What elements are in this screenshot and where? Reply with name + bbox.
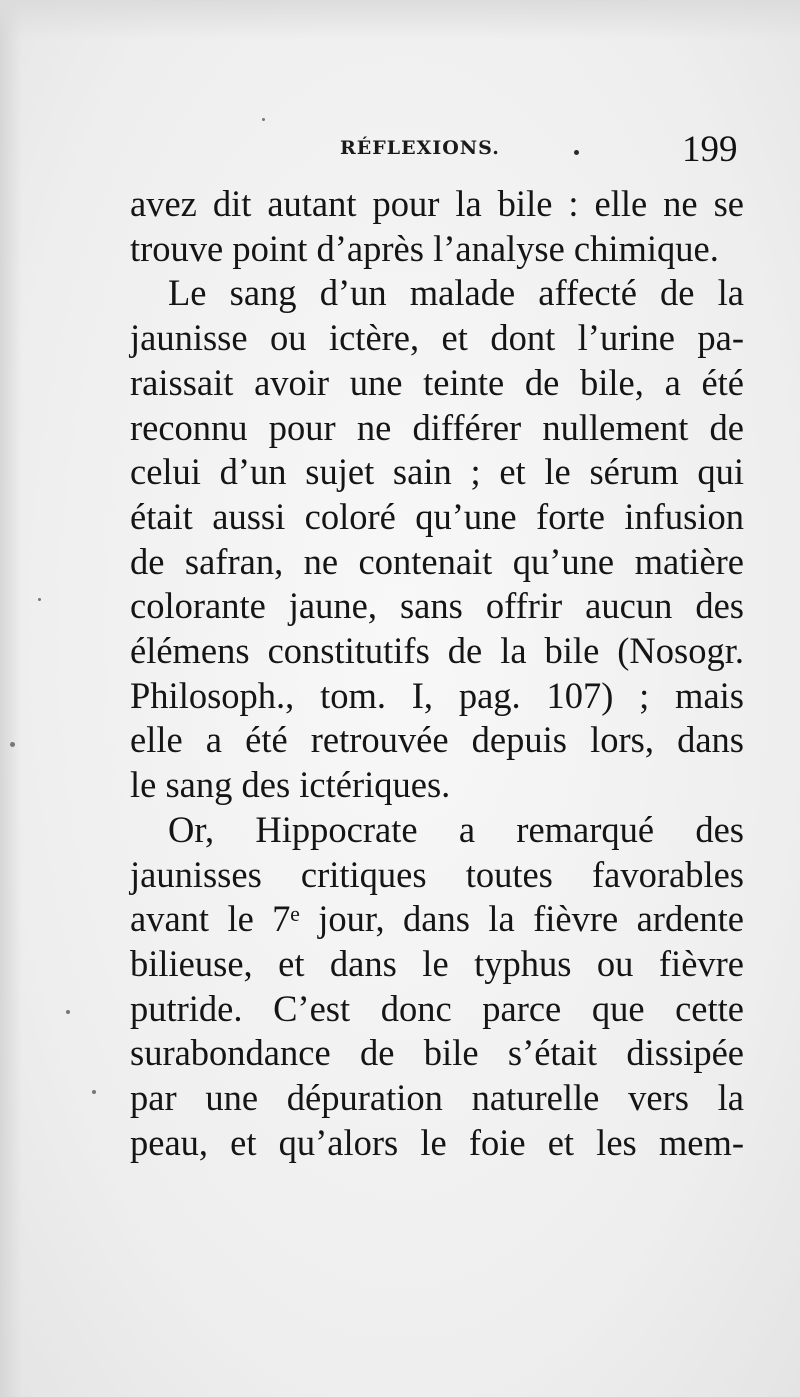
paper-speck bbox=[262, 118, 265, 121]
page-number: 199 bbox=[682, 129, 738, 170]
text-line: colorante jaune, sans offrir aucun des bbox=[130, 585, 744, 627]
page-edge-shadow bbox=[0, 0, 22, 1397]
text-line: avez dit autant pour la bile : elle ne se bbox=[130, 183, 744, 224]
paper-speck bbox=[10, 742, 15, 747]
page-top-shadow bbox=[0, 0, 800, 40]
text-line: surabondance de bile s’était dissipée bbox=[130, 1032, 744, 1074]
text-line: reconnu pour ne différer nullement de bbox=[130, 406, 744, 448]
text-line: putride. C’est donc parce que cette bbox=[130, 987, 744, 1029]
text-line: peau, et qu’alors le foie et les mem- bbox=[130, 1121, 744, 1163]
text-line: elle a été retrouvée depuis lors, dans bbox=[130, 719, 744, 761]
text-line: avant le 7ᵉ jour, dans la fièvre ardente bbox=[130, 898, 744, 940]
text-line: bilieuse, et dans le typhus ou fièvre bbox=[130, 942, 744, 984]
text-line: était aussi coloré qu’une forte infusion bbox=[130, 495, 744, 537]
header-dot bbox=[574, 150, 579, 155]
text-line: jaunisses critiques toutes favorables bbox=[130, 853, 744, 895]
text-line: celui d’un sujet sain ; et le sérum qui bbox=[130, 451, 744, 493]
text-line: raissait avoir une teinte de bile, a été bbox=[130, 361, 744, 403]
paper-speck bbox=[66, 1010, 70, 1014]
text-line: de safran, ne contenait qu’une matière bbox=[130, 540, 744, 582]
body-text bbox=[130, 182, 744, 1165]
running-head: RÉFLEXIONS. bbox=[340, 137, 500, 159]
text-line: Philosoph., tom. I, pag. 107) ; mais bbox=[130, 674, 744, 716]
paper-speck bbox=[92, 1090, 96, 1094]
text-line: élémens constitutifs de la bile (Nosogr. bbox=[130, 630, 744, 672]
text-line: le sang des ictériques. bbox=[130, 764, 451, 806]
paragraph-first-line: Or, Hippocrate a remarqué des bbox=[168, 808, 744, 850]
paper-speck bbox=[38, 598, 41, 601]
paragraph-first-line: Le sang d’un malade affecté de la bbox=[168, 272, 744, 314]
text-line: par une dépuration naturelle vers la bbox=[130, 1077, 744, 1119]
text-line: jaunisse ou ictère, et dont l’urine pa- bbox=[130, 317, 744, 359]
text-line: trouve point d’après l’analyse chimique. bbox=[130, 227, 719, 269]
